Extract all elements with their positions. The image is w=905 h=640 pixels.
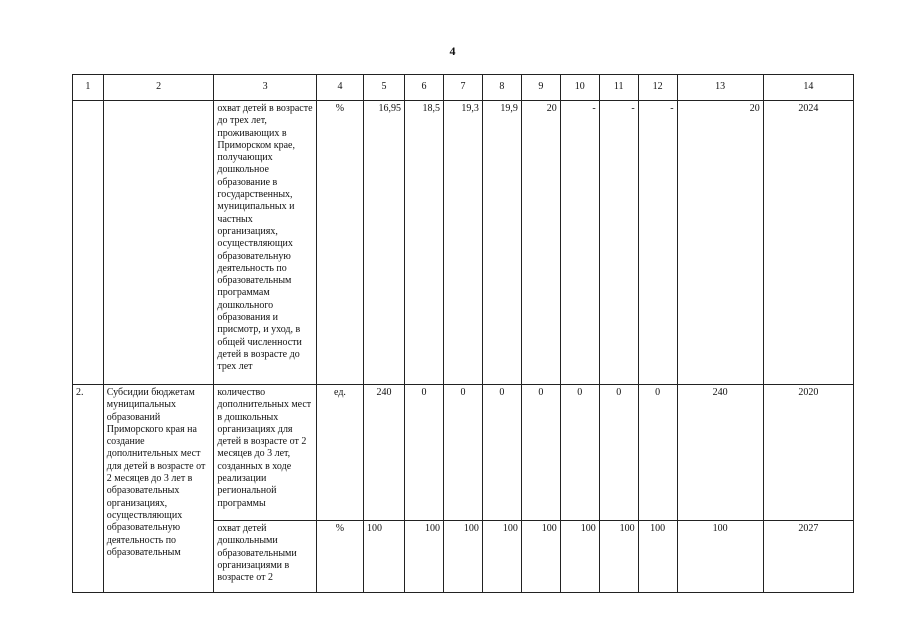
value-cell: 100: [405, 521, 444, 593]
header-cell: 5: [364, 75, 405, 101]
value-cell: 16,95: [364, 101, 405, 385]
unit-cell: %: [316, 101, 363, 385]
row-number: [73, 101, 104, 385]
value-cell: 0: [599, 385, 638, 521]
value-cell: 0: [405, 385, 444, 521]
value-cell: 100: [443, 521, 482, 593]
measure-name: [103, 101, 214, 385]
header-cell: 8: [482, 75, 521, 101]
measure-name: Субсидии бюджетам муниципальных образований Приморского края на создание дополнительных мест для детей в возрасте от 2 месяцев до 3 лет в образовательных организациях, осуществляющих образовательную деятельность по образовательным: [103, 385, 214, 593]
indicators-table: [72, 74, 854, 593]
value-cell: 100: [599, 521, 638, 593]
table-row: [73, 101, 854, 385]
header-cell: 11: [599, 75, 638, 101]
value-cell: 0: [638, 385, 677, 521]
value-cell: 100: [482, 521, 521, 593]
header-cell: 9: [521, 75, 560, 101]
target-year: 2020: [763, 385, 853, 521]
value-cell: 100: [638, 521, 677, 593]
table-row: [73, 385, 854, 521]
header-cell: 6: [405, 75, 444, 101]
indicator-name: охват детей в возрасте до трех лет, проживающих в Приморском крае, получающих дошкольное образование в государственных, муниципальных и частных организациях, осуществляющих образовательную деятельность по образовательным программам дошкольного образования и присмотр, и уход, в общей численности детей в возрасте до трех лет: [214, 101, 316, 385]
unit-cell: %: [316, 521, 363, 593]
target-year: 2027: [763, 521, 853, 593]
value-cell: 20: [521, 101, 560, 385]
header-cell: 14: [763, 75, 853, 101]
header-cell: 1: [73, 75, 104, 101]
header-cell: 3: [214, 75, 316, 101]
value-cell: 100: [521, 521, 560, 593]
header-cell: 13: [677, 75, 763, 101]
header-cell: 10: [560, 75, 599, 101]
header-cell: 7: [443, 75, 482, 101]
value-cell: 19,9: [482, 101, 521, 385]
header-row: [73, 75, 854, 101]
value-cell: -: [560, 101, 599, 385]
value-cell: -: [638, 101, 677, 385]
header-cell: 2: [103, 75, 214, 101]
header-cell: 4: [316, 75, 363, 101]
value-cell: 100: [364, 521, 405, 593]
value-cell: 100: [560, 521, 599, 593]
target-year: 2024: [763, 101, 853, 385]
value-cell: 0: [521, 385, 560, 521]
value-cell: 240: [364, 385, 405, 521]
value-cell: 19,3: [443, 101, 482, 385]
indicator-name: охват детей дошкольными образовательными организациями в возрасте от 2: [214, 521, 316, 593]
value-cell: 0: [482, 385, 521, 521]
value-cell: 18,5: [405, 101, 444, 385]
value-cell: -: [599, 101, 638, 385]
row-number: 2.: [73, 385, 104, 593]
header-cell: 12: [638, 75, 677, 101]
indicator-name: количество дополнительных мест в дошкольных организациях для детей в возрасте от 2 месяцев до 3 лет, созданных в ходе реализации региональной программы: [214, 385, 316, 521]
target-value: 240: [677, 385, 763, 521]
target-value: 100: [677, 521, 763, 593]
value-cell: 0: [443, 385, 482, 521]
unit-cell: ед.: [316, 385, 363, 521]
target-value: 20: [677, 101, 763, 385]
value-cell: 0: [560, 385, 599, 521]
page-number: 4: [449, 44, 456, 58]
